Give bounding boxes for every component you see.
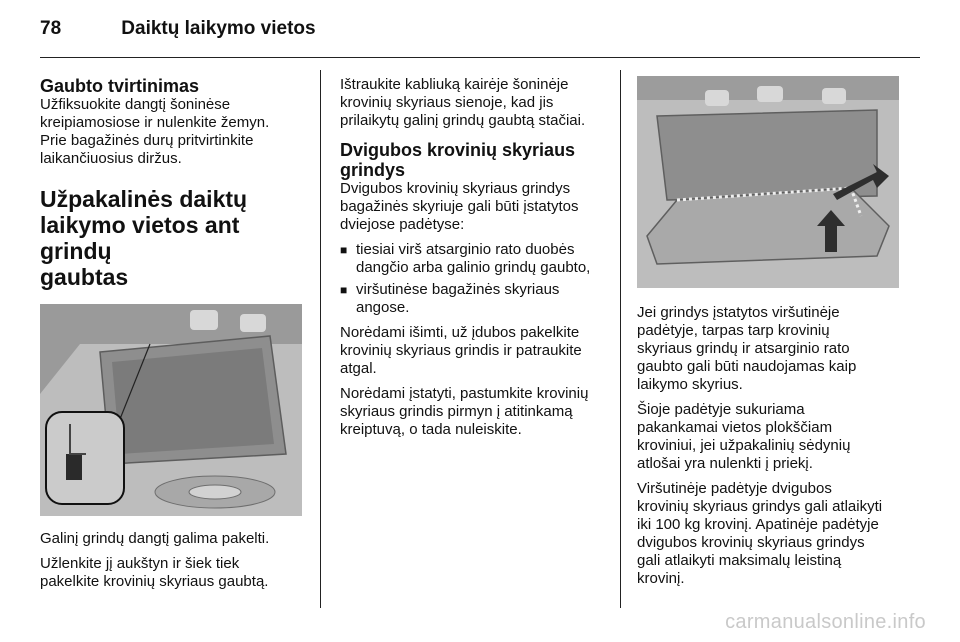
list-item: ■ tiesiai virš atsarginio rato duobės dangčio arba galinio grindų gaubto,: [340, 241, 591, 276]
page-number: 78: [40, 18, 62, 39]
section-heading-rear-storage: Užpakalinės daiktų laikymo vietos ant grindų gaubtas: [40, 186, 248, 290]
cargo-cover-illustration: [40, 304, 302, 516]
position-list: [340, 241, 610, 317]
paragraph: Užfiksuokite dangtį šoninėse kreipiamosiose ir nulenkite žemyn. Prie bagažinės durų pritvirtinkite laikančiuosius diržus.: [40, 96, 270, 167]
paragraph: Norėdami įstatyti, pastumkite krovinių skyriaus grindis pirmyn į atitinkamą kreiptuvą, o tada nuleiskite.: [340, 385, 589, 438]
double-floor-illustration: [637, 76, 899, 288]
column-1: [40, 76, 305, 598]
section-heading-cover-mount: Gaubto tvirtinimas: [40, 76, 200, 96]
bullet-square-icon: ■: [340, 283, 348, 297]
paragraph: Užlenkite jį aukštyn ir šiek tiek pakelkite krovinių skyriaus gaubtą.: [40, 555, 269, 590]
paragraph: Viršutinėje padėtyje dvigubos krovinių skyriaus grindys gali atlaikyti iki 100 kg krovinį. Apatinėje padėtyje dvigubos krovinių skyriaus grindys gali atlaikyti maksimalų leistiną krovinį.: [637, 480, 883, 587]
column-2: [340, 76, 610, 446]
paragraph: Norėdami išimti, už įdubos pakelkite krovinių skyriaus grindis ir patraukite atgal.: [340, 324, 582, 377]
column-divider-2: [620, 70, 621, 608]
watermark: carmanualsonline.info: [725, 611, 926, 633]
list-item: ■ viršutinėse bagažinės skyriaus angose.: [340, 281, 560, 316]
paragraph: Ištraukite kabliuką kairėje šoninėje krovinių skyriaus sienoje, kad jis prilaikytų galinį grindų gaubtą stačiai.: [340, 76, 586, 129]
column-3: [637, 304, 907, 595]
paragraph: Dvigubos krovinių skyriaus grindys bagažinės skyriuje gali būti įstatytos dviejose padėtyse:: [340, 180, 579, 233]
bullet-square-icon: ■: [340, 243, 348, 257]
paragraph: Galinį grindų dangtį galima pakelti.: [40, 530, 270, 547]
column-divider-1: [320, 70, 321, 608]
page-header: [40, 18, 316, 40]
header-rule: [40, 57, 920, 58]
section-heading-double-floor: Dvigubos krovinių skyriaus grindys: [340, 140, 576, 180]
page-title: Daiktų laikymo vietos: [121, 18, 316, 39]
paragraph: Jei grindys įstatytos viršutinėje padėtyje, tarpas tarp krovinių skyriaus grindų ir atsarginio rato gaubto gali būti naudojamas kaip laikymo skyrius.: [637, 304, 857, 393]
paragraph: Šioje padėtyje sukuriama pakankamai vietos plokščiam kroviniui, jei užpakalinių sėdynių atlošai yra nulenkti į priekį.: [637, 401, 851, 472]
